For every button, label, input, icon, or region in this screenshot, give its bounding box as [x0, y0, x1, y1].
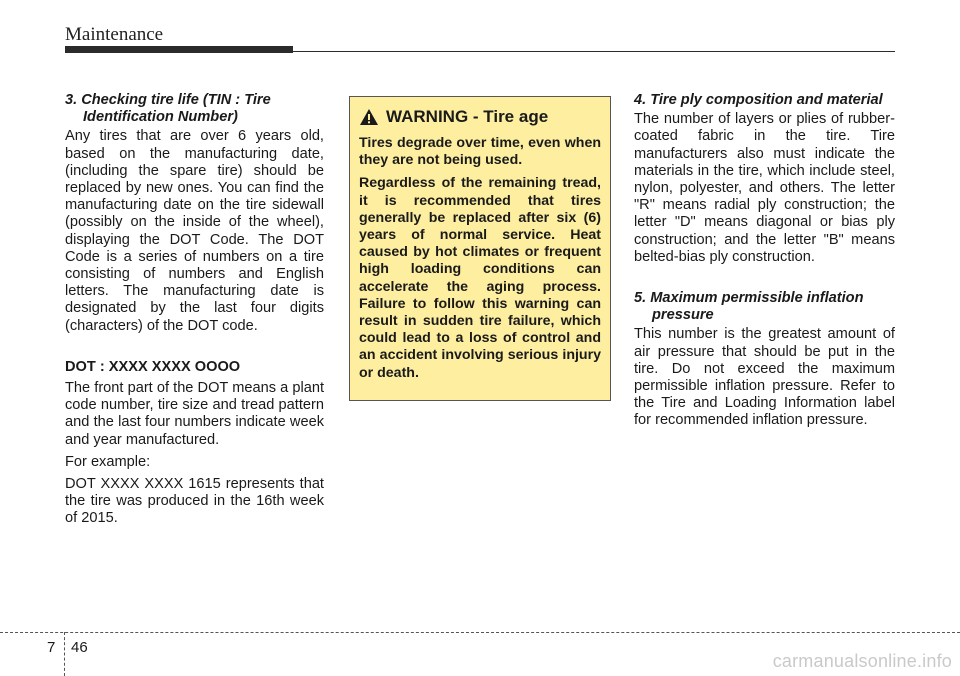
ply-paragraph: The number of layers or plies of rubber-coated fabric in the tire. Tire manufacturers also must indicate the materials in the tire, which include steel, nylon, polyester, and others. The letter "R" means radial ply construction; the letter "D" means diagonal or bias ply construction; and the letter "B" means belted-bias ply construction.: [634, 111, 895, 265]
example-label: For example:: [65, 453, 151, 470]
header-bar: [65, 46, 293, 53]
left-column: [65, 92, 324, 533]
section-heading-ply: 4. Tire ply composition and material: [634, 92, 883, 108]
warning-box: [349, 96, 611, 401]
section-heading-tire-life: 3. Checking tire life (TIN : Tire Identification Number): [65, 92, 271, 126]
inflation-paragraph: This number is the greatest amount of air pressure that should be put in the tire. Do not exceed the maximum permissible inflation pressure. Refer to the Tire and Loading Information label for recommended inflation pressure.: [634, 326, 895, 429]
watermark: carmanualsonline.info: [772, 651, 952, 671]
footer-rule: [0, 632, 960, 633]
chapter-number: 7: [47, 639, 56, 656]
tire-life-paragraph: Any tires that are over 6 years old, based on the manufacturing date, (including the spare tire) should be replaced by new ones. You can find the manufacturing date on the tire sidewall (possibly on the inside of the wheel), displaying the DOT Code. The DOT Code is a series of numbers on a tire consisting of numbers and English letters. The manufacturing date is designated by the last four digits (characters) of the DOT code.: [65, 128, 324, 334]
page-number: 46: [71, 639, 88, 656]
dot-code-format: DOT : XXXX XXXX OOOO: [65, 358, 241, 375]
header-rule: [293, 51, 895, 52]
warning-text-body: Regardless of the remaining tread, it is recommended that tires generally be replaced after six (6) years of normal service. Heat caused by hot climates or frequent high loading conditions can accelerate the aging process. Failure to follow this warning can result in sudden tire failure, which could lead to a loss of control and an accident involving serious injury or death.: [359, 175, 601, 381]
warning-title: WARNING - Tire age: [386, 107, 549, 126]
warning-title-row: [359, 107, 601, 127]
dot-code-paragraph: The front part of the DOT means a plant code number, tire size and tread pattern and the last four numbers indicate week and year manufactured.: [65, 380, 324, 448]
footer-divider: [64, 632, 65, 676]
warning-text-intro: Tires degrade over time, even when they are not being used.: [359, 135, 601, 169]
section-heading-inflation: 5. Maximum permissible inflation pressure: [634, 290, 864, 324]
right-column: [634, 92, 895, 435]
example-paragraph: DOT XXXX XXXX 1615 represents that the tire was produced in the 16th week of 2015.: [65, 476, 324, 527]
header-title: Maintenance: [65, 24, 164, 45]
warning-triangle-icon: [359, 108, 379, 126]
